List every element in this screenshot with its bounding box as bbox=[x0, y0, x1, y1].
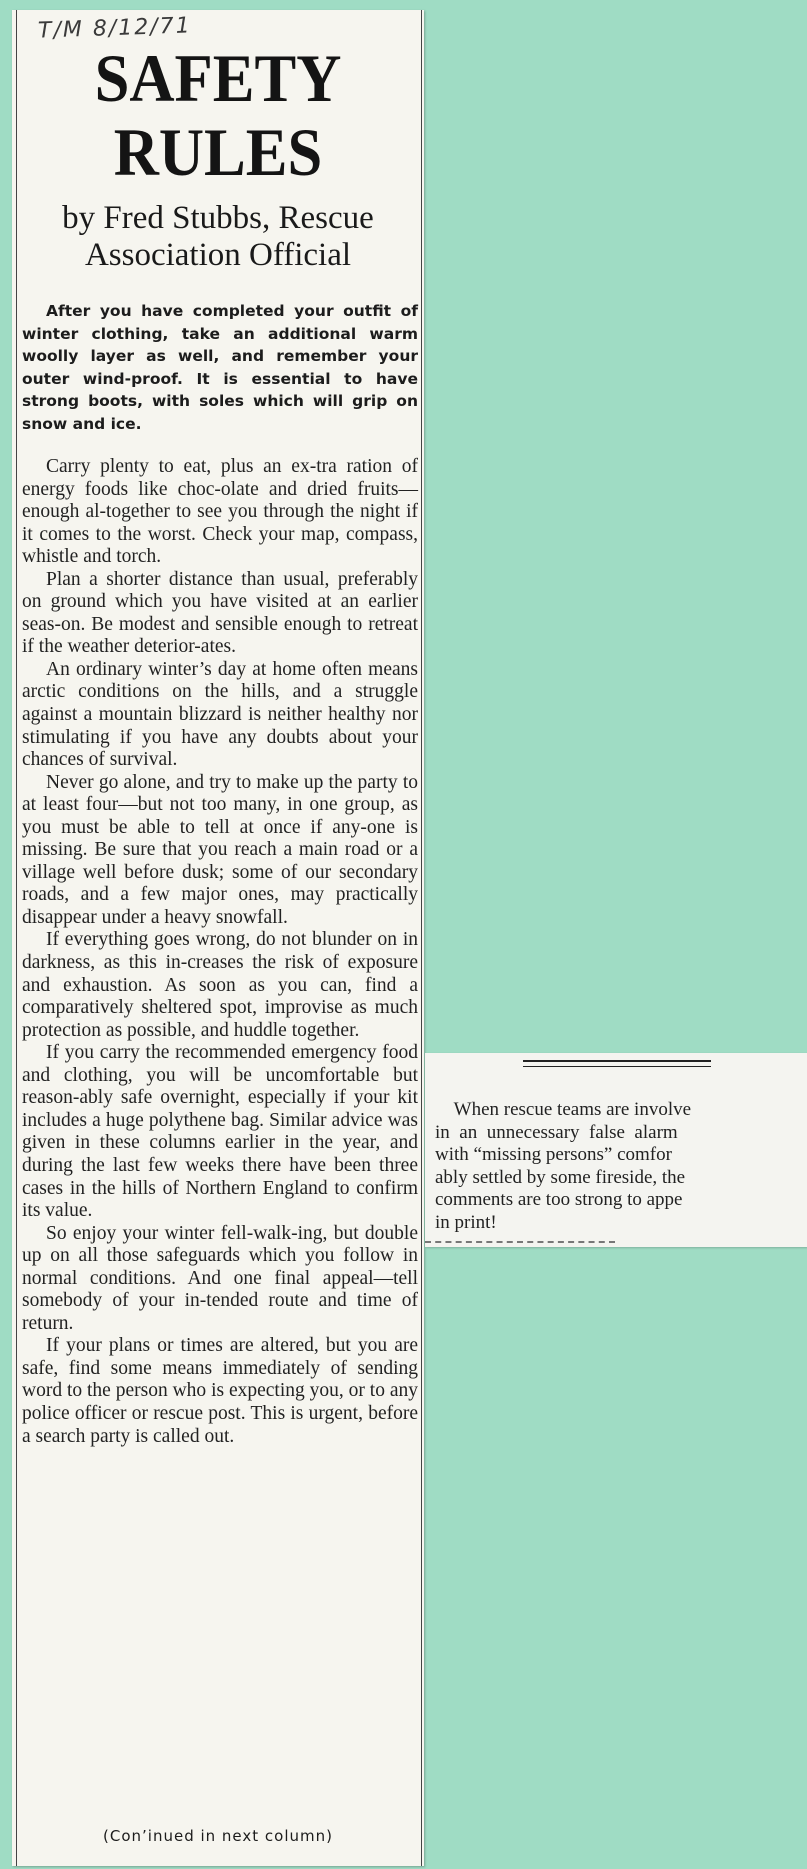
body-paragraph: An ordinary winter’s day at home often means arctic conditions on the hills, and a struggle against a mountain blizzard is neither healthy nor stimulating if you have any doubts about your chances of survival. bbox=[22, 658, 418, 771]
article-body bbox=[22, 456, 418, 1448]
side-clipping-line: in an unnecessary false alarm bbox=[435, 1121, 678, 1143]
side-clipping-dashed-rule bbox=[425, 1241, 615, 1243]
byline-line-2: Association Official bbox=[84, 237, 352, 273]
body-paragraph: If your plans or times are altered, but you are safe, find some means immediately of sending word to the person who is expecting you, or to any police officer or rescue post. This is urgent, before a search party is called out. bbox=[22, 1335, 418, 1447]
body-paragraph: Carry plenty to eat, plus an ex-tra ration of energy foods like choc-olate and dried fruits—enough al-together to see you through the night if it comes to the worst. Check your map, compass, whistle and torch. bbox=[22, 456, 418, 568]
side-clipping-rule bbox=[523, 1060, 711, 1062]
body-paragraph: So enjoy your winter fell-walk-ing, but double up on all those safeguards which you follow in normal conditions. And one final appeal—tell somebody of your in-tended route and time of return. bbox=[22, 1222, 418, 1334]
body-paragraph: Plan a shorter distance than usual, preferably on ground which you have visited at an earlier seas-on. Be modest and sensible enough to retreat if the weather deterior-ates. bbox=[22, 568, 418, 658]
continued-note: (Con’inued in next column) bbox=[103, 1827, 333, 1845]
side-clipping bbox=[425, 1053, 807, 1247]
article-clipping bbox=[12, 10, 424, 1866]
handwritten-date-annotation: T/M 8/12/71 bbox=[37, 13, 193, 44]
side-clipping-rule bbox=[523, 1066, 711, 1067]
body-paragraph: Never go alone, and try to make up the party to at least four—but not too many, in one group, as you must be able to tell at once if any-one is missing. Be sure that you reach a main road or a village well before dusk; some of our secondary roads, and a few major ones, may practically disappear under a heavy snowfall. bbox=[22, 771, 418, 928]
headline-line-2: RULES bbox=[113, 114, 323, 190]
side-clipping-text bbox=[435, 1099, 807, 1234]
headline-line-1: SAFETY bbox=[94, 40, 342, 116]
column-rule-right bbox=[421, 10, 422, 1866]
side-clipping-line: in print! bbox=[435, 1211, 497, 1233]
body-paragraph: If you carry the recommended emergency food and clothing, you will be uncomfortable but reason-ably safe overnight, especially if your kit includes a huge polythene bag. Similar advice was given in these columns earlier in the year, and during the last few weeks there have been three cases in the hills of Northern England to confirm its value. bbox=[22, 1042, 418, 1222]
body-paragraph: If everything goes wrong, do not blunder on in darkness, as this in-creases the risk of exposure and exhaustion. As soon as you can, find a comparatively sheltered spot, improvise as much protection as possible, and huddle together. bbox=[22, 929, 418, 1041]
side-clipping-line: ably settled by some fireside, the bbox=[435, 1166, 686, 1188]
byline-line-1: by Fred Stubbs, Rescue bbox=[62, 200, 374, 236]
intro-paragraph: After you have completed your outfit of winter clothing, take an additional warm woolly layer as well, and remember your outer wind-proof. It is essential to have strong boots, with soles which will grip on snow and ice. bbox=[22, 302, 418, 433]
side-clipping-line: comments are too strong to appe bbox=[435, 1189, 683, 1210]
column-rule-left bbox=[16, 10, 17, 1866]
side-clipping-line: with “missing persons” comfor bbox=[435, 1144, 672, 1165]
side-clipping-line: When rescue teams are involve bbox=[435, 1099, 692, 1120]
